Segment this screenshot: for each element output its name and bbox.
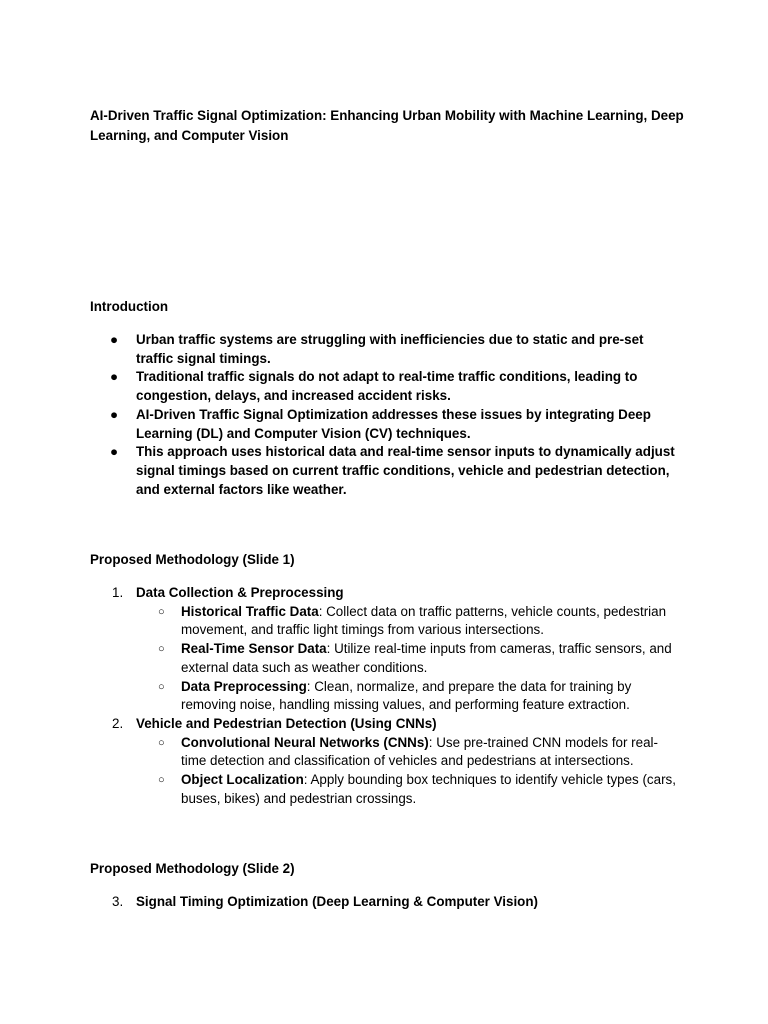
circle-bullet-icon: ○	[158, 643, 165, 656]
sub-list-item: ○ Convolutional Neural Networks (CNNs): Use pre-trained CNN models for real-time detection and classification of vehicles and pedestrians at intersections.	[158, 734, 658, 769]
list-item: ● This approach uses historical data and real-time sensor inputs to dynamically adjust signal timings based on current traffic conditions, vehicle and pedestrian detection, and external factors like weather.	[110, 444, 675, 497]
sub-list-item: ○ Historical Traffic Data: Collect data on traffic patterns, vehicle counts, pedestrian movement, and traffic light timings from various intersections.	[158, 603, 667, 638]
sub-list	[136, 734, 690, 809]
methodology-slide2-list	[90, 893, 690, 912]
list-item: ● Traditional traffic signals do not adapt to real-time traffic conditions, leading to congestion, delays, and increased accident risks.	[110, 369, 638, 404]
list-item	[90, 715, 690, 809]
bullet-icon: ●	[110, 332, 119, 347]
sub-list-item: ○ Real-Time Sensor Data: Utilize real-time inputs from cameras, traffic sensors, and external data such as weather conditions.	[158, 641, 672, 675]
bullet-icon: ●	[110, 444, 119, 460]
item-number: 3.	[112, 894, 124, 909]
circle-bullet-icon: ○	[158, 774, 165, 787]
introduction-heading: Introduction	[90, 299, 169, 314]
sub-list-item: ○ Data Preprocessing: Clean, normalize, and prepare the data for training by removing noise, handling missing values, and performing feature extraction.	[158, 678, 632, 713]
item-title: Signal Timing Optimization (Deep Learning & Computer Vision)	[136, 894, 538, 909]
item-title: Vehicle and Pedestrian Detection (Using CNNs)	[136, 715, 437, 731]
circle-bullet-icon: ○	[158, 680, 165, 693]
list-item	[90, 893, 690, 912]
item-number: 2.	[112, 715, 124, 731]
list-item	[90, 584, 690, 715]
circle-bullet-icon: ○	[158, 605, 165, 618]
introduction-bullet-list	[90, 331, 680, 499]
document-title: AI-Driven Traffic Signal Optimization: Enhancing Urban Mobility with Machine Learning, Deep Learning, and Computer Vision	[90, 108, 684, 143]
list-item: ● Urban traffic systems are struggling with inefficiencies due to static and pre-set traffic signal timings.	[110, 332, 644, 366]
bullet-icon: ●	[110, 406, 119, 422]
sub-list-item: ○ Object Localization: Apply bounding box techniques to identify vehicle types (cars, buses, bikes) and pedestrian crossings.	[158, 772, 676, 806]
methodology-slide1-heading: Proposed Methodology (Slide 1)	[90, 552, 295, 567]
list-item: ● AI-Driven Traffic Signal Optimization addresses these issues by integrating Deep Learning (DL) and Computer Vision (CV) techniques.	[110, 406, 651, 441]
sub-list	[136, 603, 690, 715]
bullet-icon: ●	[110, 369, 119, 385]
item-title: Data Collection & Preprocessing	[136, 585, 344, 600]
methodology-slide2-heading: Proposed Methodology (Slide 2)	[90, 861, 295, 876]
circle-bullet-icon: ○	[158, 736, 165, 749]
methodology-slide1-list	[90, 584, 690, 808]
item-number: 1.	[112, 585, 124, 600]
